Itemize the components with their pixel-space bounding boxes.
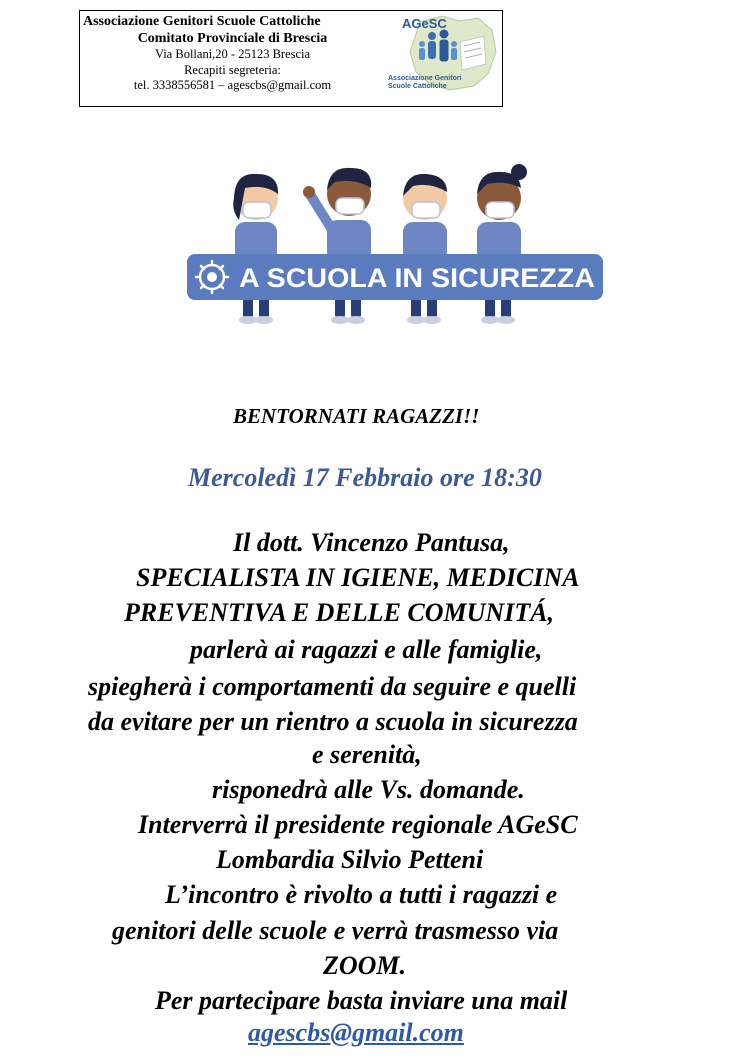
message-line: Per partecipare basta inviare una mail [155, 986, 568, 1015]
message-line: genitori delle scuole e verrà trasmesso via [112, 916, 559, 945]
message-line: PREVENTIVA E DELLE COMUNITÁ, [124, 598, 555, 627]
logo-acronym: AGeSC [402, 16, 447, 31]
message-line: da evitare per un rientro a scuola in sicurezza [88, 707, 578, 736]
virus-icon [196, 261, 228, 293]
logo-caption-1: Associazione Genitori [388, 75, 462, 82]
message-line: e serenità, [312, 740, 422, 769]
banner-text: A SCUOLA IN SICUREZZA [239, 263, 595, 293]
org-name: Associazione Genitori Scuole Cattoliche [83, 14, 321, 29]
message-line: Lombardia Silvio Petteni [216, 845, 484, 874]
agesc-logo-icon [380, 12, 502, 106]
email-link[interactable]: agescbs@gmail.com [248, 1018, 464, 1047]
message-line: Interverrà il presidente regionale AGeSC [138, 810, 578, 839]
letterhead [79, 10, 503, 107]
contacts: tel. 3338556581 – agescbs@gmail.com [133, 78, 332, 92]
event-date: Mercoledì 17 Febbraio ore 18:30 [188, 463, 542, 492]
message-line: ZOOM. [323, 951, 407, 980]
greeting: BENTORNATI RAGAZZI!! [233, 404, 480, 428]
message-line: parlerà ai ragazzi e alle famiglie, [190, 635, 543, 664]
logo-caption-2: Scuole Cattoliche [388, 83, 447, 90]
contacts-label: Recapiti segreteria: [184, 62, 281, 77]
message-line: SPECIALISTA IN IGIENE, MEDICINA [136, 563, 580, 592]
school-safety-illustration [185, 158, 605, 326]
committee-name: Comitato Provinciale di Brescia [137, 31, 328, 46]
letterhead-text [80, 13, 385, 94]
message-line: Il dott. Vincenzo Pantusa, [233, 528, 510, 557]
message-line: risponedrà alle Vs. domande. [212, 775, 525, 804]
message-line: spiegherà i comportamenti da seguire e quelli [88, 672, 577, 701]
address: Via Bollani,20 - 25123 Brescia [154, 47, 311, 61]
message-line: L’incontro è rivolto a tutti i ragazzi e [165, 880, 558, 909]
